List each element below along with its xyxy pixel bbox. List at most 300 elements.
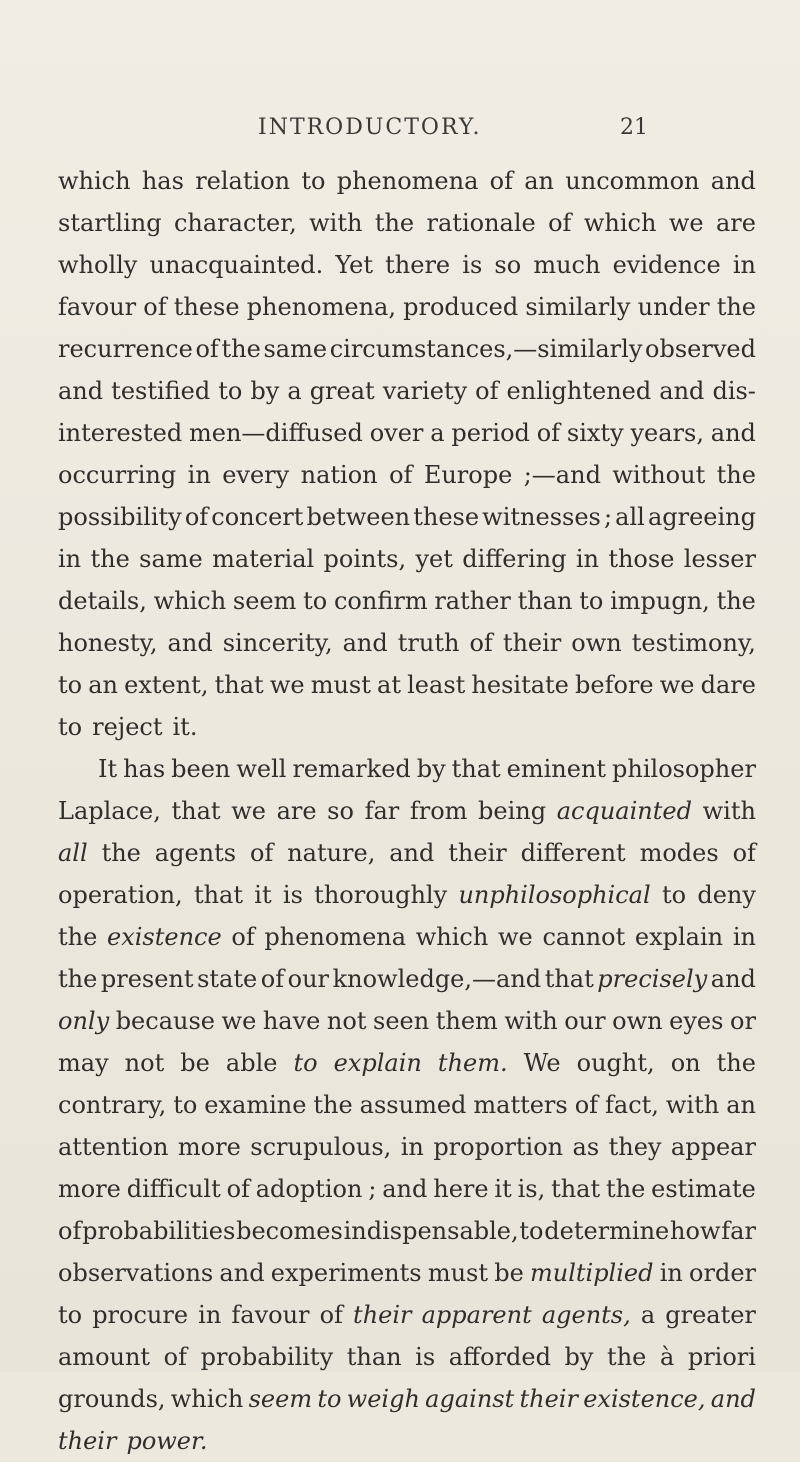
word: of	[732, 839, 756, 867]
text-line	[58, 1126, 756, 1168]
word: dis-	[712, 377, 756, 405]
word: ;—and	[523, 461, 601, 489]
word: yet	[415, 545, 453, 573]
word: to	[218, 377, 243, 405]
word: their	[353, 1301, 412, 1329]
word: of	[226, 1175, 250, 1203]
word: nature,	[287, 839, 376, 867]
word: which	[583, 209, 657, 237]
word: of	[143, 293, 167, 321]
word: existence	[107, 923, 222, 951]
text-line	[58, 202, 756, 244]
word: over	[369, 419, 424, 447]
word: experiments	[270, 1259, 422, 1287]
word: uncommon	[565, 167, 700, 195]
word: has	[141, 167, 184, 195]
word: concert	[211, 503, 304, 531]
word: in	[400, 1133, 424, 1161]
word: must	[310, 671, 371, 699]
word: being	[478, 797, 547, 825]
word: philosopher	[612, 755, 756, 783]
word: how	[670, 1217, 721, 1245]
text-line	[58, 832, 756, 874]
word: own	[612, 1007, 663, 1035]
word: which	[58, 167, 131, 195]
word: in	[732, 923, 756, 951]
word: seem	[232, 587, 297, 615]
word: of	[195, 335, 219, 363]
word: and	[710, 1385, 756, 1413]
text-line	[58, 328, 756, 370]
word: these	[413, 503, 480, 531]
word: weigh	[346, 1385, 420, 1413]
running-title: INTRODUCTORY.	[258, 114, 482, 140]
word: to	[303, 587, 328, 615]
word: hesitate	[471, 671, 569, 699]
word: favour	[231, 1301, 310, 1329]
word: against	[425, 1385, 515, 1413]
word: phenomena	[336, 167, 479, 195]
word: we	[668, 209, 704, 237]
word: procure	[92, 1301, 189, 1329]
word: acquainted	[556, 797, 692, 825]
text-line	[58, 1084, 756, 1126]
word: agents,	[541, 1301, 631, 1329]
word: in	[659, 1259, 683, 1287]
word: their	[519, 1385, 578, 1413]
word: determine	[544, 1217, 670, 1245]
word: the	[58, 965, 98, 993]
word: is	[415, 1343, 436, 1371]
word: phenomena	[264, 923, 407, 951]
word: that	[544, 965, 594, 993]
word: so	[327, 797, 354, 825]
word: with	[702, 797, 756, 825]
text-line	[58, 286, 756, 328]
word: testimony,	[631, 629, 756, 657]
word: ;	[603, 503, 613, 531]
word: the	[58, 923, 98, 951]
word: It	[98, 755, 118, 783]
word: by	[416, 755, 446, 783]
word: without	[612, 461, 706, 489]
word: of	[231, 923, 255, 951]
word: seen	[373, 1007, 430, 1035]
word: to	[661, 881, 687, 909]
word: that	[193, 881, 243, 909]
word: it	[494, 1175, 512, 1203]
word: Yet	[335, 251, 374, 279]
word: to	[173, 1091, 198, 1119]
word: we	[231, 797, 266, 825]
word: in	[187, 461, 211, 489]
text-line	[58, 622, 756, 664]
word: in	[575, 545, 599, 573]
word: produced	[403, 293, 519, 321]
word: agreeing	[647, 503, 756, 531]
word: much	[533, 251, 601, 279]
word: points,	[323, 545, 407, 573]
word: unacquainted.	[149, 251, 324, 279]
word: the	[716, 1049, 756, 1077]
word: those	[608, 545, 675, 573]
body-text	[58, 160, 756, 1462]
word: by	[564, 1343, 594, 1371]
word: by	[250, 377, 280, 405]
page-number: 21	[620, 114, 648, 140]
word: adoption	[255, 1175, 363, 1203]
word: is	[462, 251, 483, 279]
word: which	[415, 923, 489, 951]
word: and	[219, 1259, 265, 1287]
word: it.	[172, 713, 198, 741]
word: be	[494, 1259, 524, 1287]
word: every	[222, 461, 290, 489]
word: of	[184, 503, 209, 531]
word: the	[374, 209, 415, 237]
word: far	[364, 797, 400, 825]
word: more	[58, 1175, 121, 1203]
word: and	[342, 629, 388, 657]
word: great	[309, 377, 375, 405]
word: to	[519, 1217, 544, 1245]
word: honesty,	[58, 629, 158, 657]
word: to	[579, 587, 604, 615]
word: We	[523, 1049, 561, 1077]
word: there	[385, 251, 451, 279]
text-line	[58, 916, 756, 958]
text-line	[58, 160, 756, 202]
word: it	[254, 881, 272, 909]
word: the	[716, 293, 756, 321]
word: far	[721, 1217, 756, 1245]
word: thoroughly	[314, 881, 448, 909]
word: sixty	[566, 419, 624, 447]
word: to	[58, 713, 83, 741]
word: that	[171, 797, 221, 825]
word: the	[221, 335, 261, 363]
word: scrupulous,	[250, 1133, 392, 1161]
word: unphilosophical	[458, 881, 651, 909]
word: same	[139, 545, 203, 573]
word: deny	[697, 881, 756, 909]
word: recurrence	[58, 335, 193, 363]
word: probabilities	[82, 1217, 236, 1245]
word: attention	[58, 1133, 169, 1161]
word: well	[236, 755, 287, 783]
word: them.	[437, 1049, 508, 1077]
text-line	[58, 1420, 756, 1462]
word: possibility	[58, 503, 182, 531]
word: and	[58, 377, 104, 405]
word: observations	[58, 1259, 214, 1287]
word: sincerity,	[222, 629, 333, 657]
word: in	[732, 251, 756, 279]
word: before	[575, 671, 654, 699]
word: be	[180, 1049, 210, 1077]
word: character,	[173, 209, 297, 237]
word: same	[263, 335, 328, 363]
word: them	[435, 1007, 498, 1035]
word: relation	[195, 167, 291, 195]
word: phenomena,	[246, 293, 396, 321]
word: all	[615, 503, 645, 531]
word: of	[249, 839, 274, 867]
word: afforded	[448, 1343, 551, 1371]
word: from	[409, 797, 468, 825]
word: differing	[462, 545, 567, 573]
word: remarked	[292, 755, 411, 783]
word: apparent	[421, 1301, 532, 1329]
word: the	[716, 587, 756, 615]
word: rationale	[426, 209, 536, 237]
word: the	[313, 1091, 353, 1119]
word: of	[389, 461, 413, 489]
word: proportion	[433, 1133, 564, 1161]
word: to	[293, 1049, 318, 1077]
word: and	[710, 965, 756, 993]
word: circumstances,—similarly	[329, 335, 643, 363]
word: only	[58, 1007, 110, 1035]
word: which	[170, 1385, 244, 1413]
word: cannot	[542, 923, 626, 951]
word: material	[212, 545, 315, 573]
word: of	[536, 419, 561, 447]
word: of	[489, 167, 513, 195]
word: power.	[126, 1427, 208, 1455]
text-line	[58, 706, 756, 748]
word: dare	[700, 671, 756, 699]
word: a	[287, 377, 302, 405]
word: priori	[687, 1343, 756, 1371]
word: fact,	[605, 1091, 659, 1119]
word: eminent	[506, 755, 607, 783]
word: been	[171, 755, 231, 783]
word: and	[659, 377, 705, 405]
word: not	[326, 1007, 367, 1035]
word: between	[306, 503, 411, 531]
word: that	[451, 755, 501, 783]
word: extent,	[124, 671, 209, 699]
word: that	[214, 671, 264, 699]
word: greater	[665, 1301, 756, 1329]
word: knowledge,—and	[332, 965, 542, 993]
word: have	[262, 1007, 321, 1035]
word: of	[548, 209, 572, 237]
word: contrary,	[58, 1091, 167, 1119]
word: here	[433, 1175, 489, 1203]
text-line	[58, 1294, 756, 1336]
word: assumed	[359, 1091, 467, 1119]
word: we	[659, 671, 695, 699]
word: to	[301, 167, 326, 195]
word: rather	[434, 587, 511, 615]
word: Europe	[423, 461, 513, 489]
word: men—diffused	[189, 419, 363, 447]
word: difficult	[126, 1175, 221, 1203]
word: are	[276, 797, 317, 825]
word: favour	[58, 293, 137, 321]
word: of	[475, 377, 499, 405]
word: à	[659, 1343, 675, 1371]
text-line	[58, 748, 756, 790]
word: of	[574, 1091, 599, 1119]
word: order	[689, 1259, 756, 1287]
word: we	[221, 1007, 257, 1035]
word: because	[115, 1007, 215, 1035]
word: and	[167, 629, 213, 657]
word: impugn,	[610, 587, 710, 615]
word: is,	[517, 1175, 546, 1203]
word: we	[498, 923, 533, 951]
word: with	[504, 1007, 558, 1035]
word: similarly	[525, 293, 631, 321]
word: modes	[639, 839, 719, 867]
word: their	[58, 1427, 117, 1455]
word: explain	[634, 923, 724, 951]
word: eyes	[669, 1007, 724, 1035]
word: nation	[300, 461, 378, 489]
word: Laplace,	[58, 797, 161, 825]
word: and	[389, 839, 435, 867]
word: to	[58, 1301, 83, 1329]
word: own	[571, 629, 622, 657]
word: amount	[58, 1343, 151, 1371]
word: operation,	[58, 881, 183, 909]
word: wholly	[58, 251, 138, 279]
word: so	[494, 251, 522, 279]
word: probability	[200, 1343, 334, 1371]
word: state	[197, 965, 258, 993]
word: different	[520, 839, 626, 867]
word: and	[382, 1175, 428, 1203]
text-line	[58, 664, 756, 706]
word: variety	[382, 377, 468, 405]
word: to	[317, 1385, 342, 1413]
word: existence,	[583, 1385, 706, 1413]
word: ;	[368, 1175, 377, 1203]
word: with	[665, 1091, 720, 1119]
word: may	[58, 1049, 109, 1077]
word: of	[58, 1217, 82, 1245]
word: are	[715, 209, 756, 237]
word: evidence	[612, 251, 721, 279]
word: the	[607, 1343, 647, 1371]
word: a	[430, 419, 445, 447]
word: interested	[58, 419, 183, 447]
word: grounds,	[58, 1385, 166, 1413]
word: matters	[473, 1091, 568, 1119]
word: an	[726, 1091, 756, 1119]
word: of	[469, 629, 493, 657]
word: of	[163, 1343, 187, 1371]
word: their	[502, 629, 562, 657]
text-line	[58, 496, 756, 538]
text-line	[58, 454, 756, 496]
word: has	[123, 755, 166, 783]
word: witnesses	[482, 503, 601, 531]
word: their	[448, 839, 507, 867]
text-line	[58, 874, 756, 916]
word: our	[564, 1007, 606, 1035]
word: startling	[58, 209, 162, 237]
word: present	[100, 965, 194, 993]
word: testified	[111, 377, 211, 405]
text-line	[58, 580, 756, 622]
text-line	[58, 1210, 756, 1252]
word: lesser	[683, 545, 756, 573]
word: in	[58, 545, 82, 573]
text-line	[58, 1378, 756, 1420]
word: which	[153, 587, 227, 615]
word: of	[319, 1301, 343, 1329]
word: must	[427, 1259, 488, 1287]
word: seem	[248, 1385, 313, 1413]
text-line	[58, 790, 756, 832]
word: as	[572, 1133, 600, 1161]
word: reject	[92, 713, 163, 741]
word: these	[173, 293, 240, 321]
word: details,	[58, 587, 147, 615]
word: the	[90, 545, 130, 573]
word: and	[710, 167, 756, 195]
word: able	[225, 1049, 278, 1077]
word: than	[517, 587, 573, 615]
word: a	[640, 1301, 656, 1329]
text-line	[58, 538, 756, 580]
word: or	[730, 1007, 756, 1035]
text-line	[58, 1000, 756, 1042]
word: examine	[204, 1091, 307, 1119]
word: of	[260, 965, 285, 993]
word: the	[716, 461, 756, 489]
word: years,	[630, 419, 704, 447]
word: than	[346, 1343, 402, 1371]
word: in	[198, 1301, 222, 1329]
word: ought,	[576, 1049, 655, 1077]
word: they	[608, 1133, 662, 1161]
running-head	[258, 110, 648, 144]
text-line	[58, 1168, 756, 1210]
text-line	[58, 244, 756, 286]
text-line	[58, 958, 756, 1000]
text-line	[58, 412, 756, 454]
word: all	[58, 839, 88, 867]
word: an	[88, 671, 118, 699]
word: precisely	[597, 965, 708, 993]
word: period	[451, 419, 530, 447]
word: least	[407, 671, 466, 699]
word: confirm	[333, 587, 428, 615]
word: truth	[397, 629, 460, 657]
word: explain	[333, 1049, 422, 1077]
word: with	[309, 209, 363, 237]
word: the	[605, 1175, 646, 1203]
word: the	[101, 839, 141, 867]
word: occurring	[58, 461, 177, 489]
word: we	[269, 671, 305, 699]
text-line	[58, 1042, 756, 1084]
word: more	[177, 1133, 241, 1161]
word: indispensable,	[343, 1217, 519, 1245]
word: on	[670, 1049, 701, 1077]
text-line	[58, 370, 756, 412]
word: and	[710, 419, 756, 447]
word: under	[637, 293, 710, 321]
word: agents	[154, 839, 237, 867]
word: multiplied	[529, 1259, 654, 1287]
word: an	[524, 167, 555, 195]
